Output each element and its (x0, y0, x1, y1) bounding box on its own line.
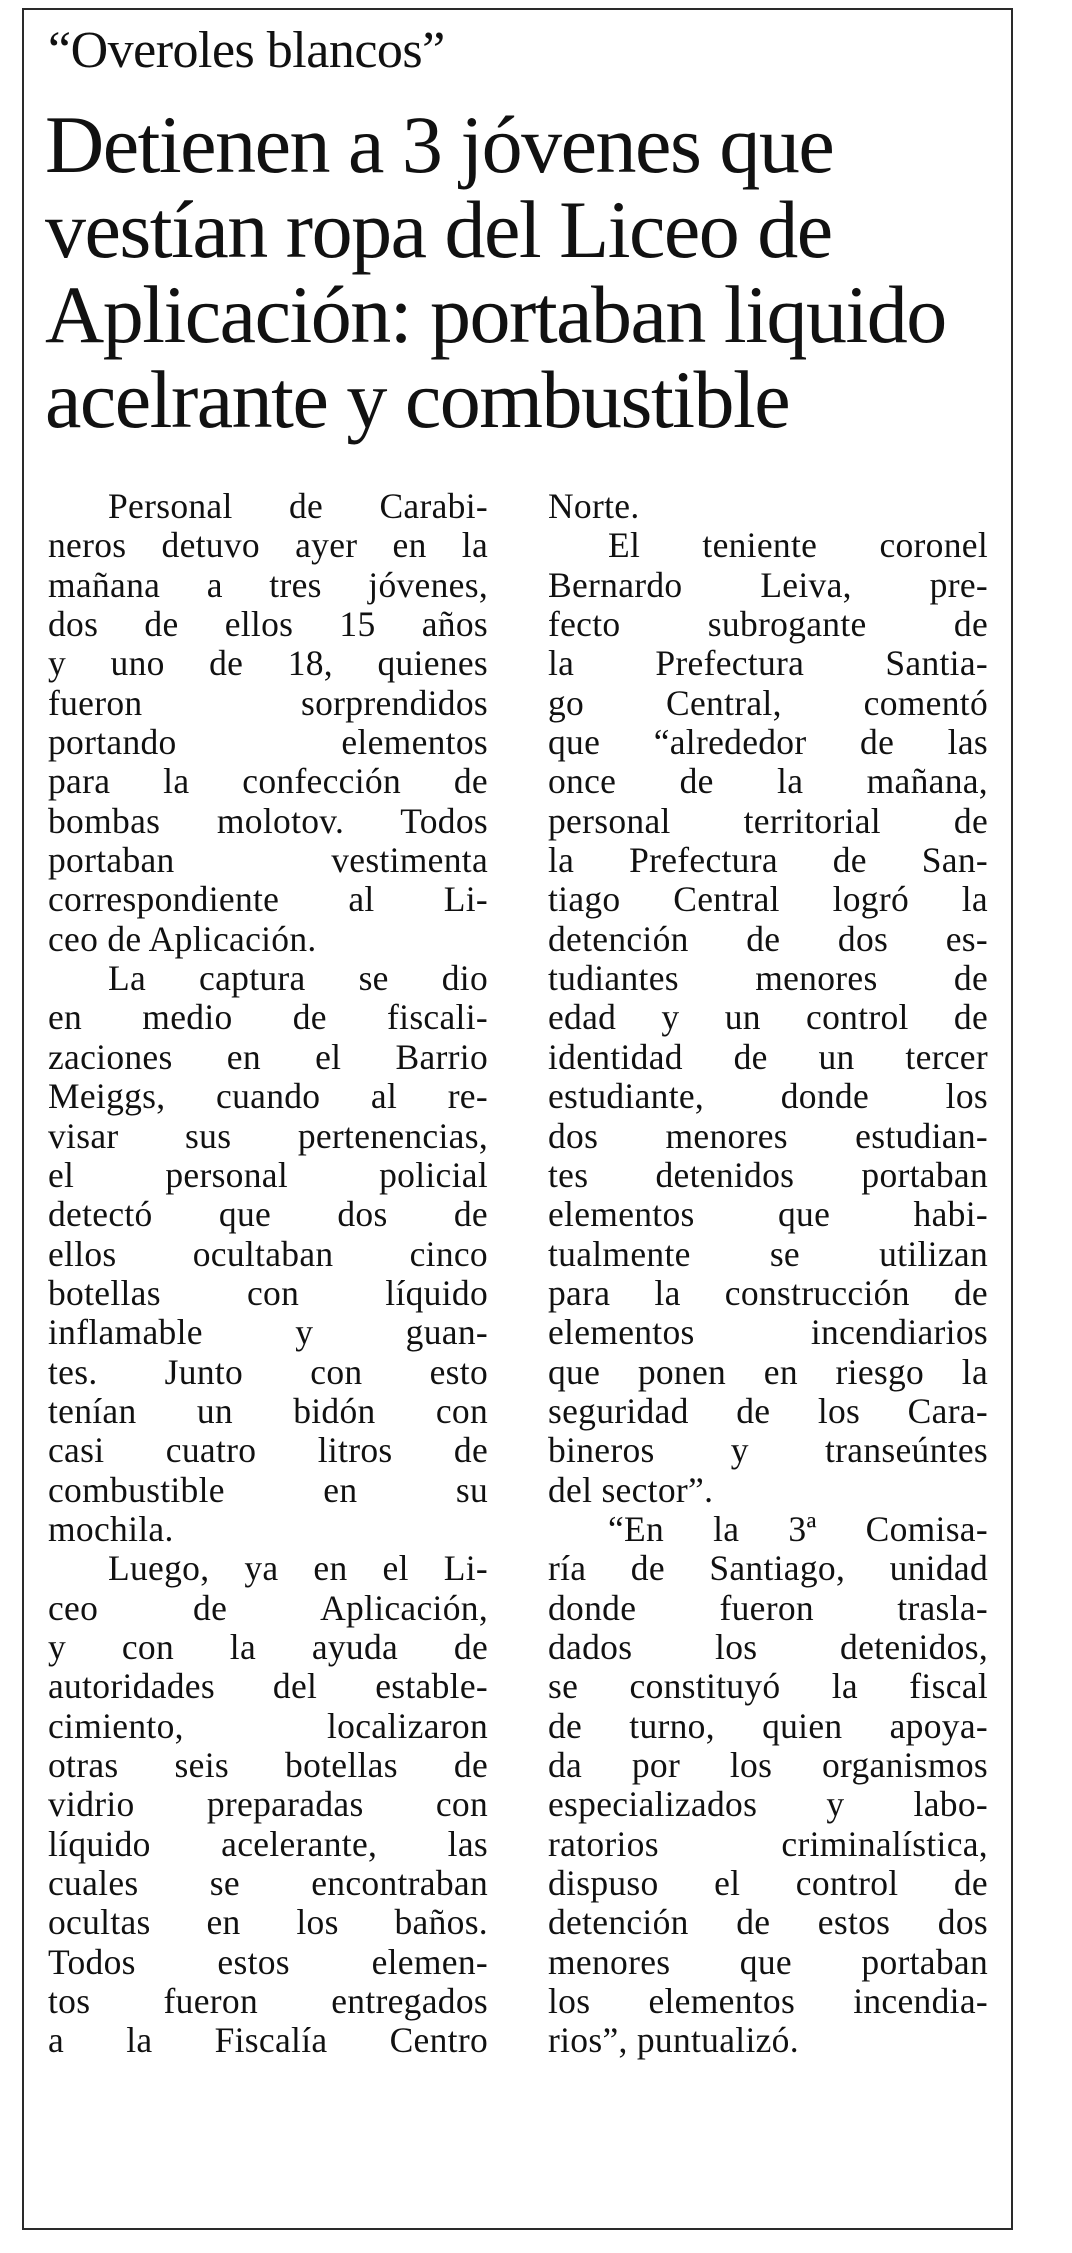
body-line: tenían un bidón con (48, 1390, 488, 1431)
body-line: donde fueron trasla- (548, 1587, 988, 1628)
body-line: elementos que habi- (548, 1194, 988, 1235)
body-line: detectó que dos de (48, 1194, 488, 1235)
body-line: ceo de Aplicación, (48, 1587, 488, 1628)
body-line: Bernardo Leiva, pre- (548, 564, 988, 605)
body-line: mañana a tres jóvenes, (48, 564, 488, 605)
body-line: el personal policial (48, 1154, 488, 1195)
body-line: la Prefectura de San- (548, 840, 988, 881)
body-line: dos de ellos 15 años (48, 604, 488, 645)
article-kicker: “Overoles blancos” (48, 22, 445, 79)
body-line: tudiantes menores de (548, 958, 988, 999)
body-line: elementos incendiarios (548, 1312, 988, 1353)
article-headline (45, 99, 1015, 445)
body-line: Todos estos elemen- (48, 1941, 488, 1982)
body-line: visar sus pertenencias, (48, 1115, 488, 1156)
body-line: que ponen en riesgo la (548, 1351, 988, 1392)
body-line: La captura se dio (108, 958, 488, 999)
body-line: bombas molotov. Todos (48, 800, 488, 841)
body-line: Norte. (548, 486, 640, 526)
body-line: autoridades del estable- (48, 1666, 488, 1707)
body-line: rios”, puntualizó. (548, 2020, 799, 2061)
body-line: combustible en su (48, 1469, 488, 1510)
body-line: dispuso el control de (548, 1863, 988, 1904)
headline-line: acelrante y combustible (45, 354, 790, 445)
body-line: seguridad de los Cara- (548, 1390, 988, 1431)
body-line: en medio de fiscali- (48, 997, 488, 1038)
body-line: dados los detenidos, (548, 1626, 988, 1667)
body-line: “En la 3ª Comisa- (608, 1508, 988, 1549)
article-column-left (48, 487, 488, 2061)
body-line: botellas con líquido (48, 1272, 488, 1313)
body-line: del sector”. (548, 1469, 714, 1510)
body-line: fecto subrogante de (548, 604, 988, 645)
body-line: tes. Junto con esto (48, 1351, 488, 1392)
body-line: ratorios criminalística, (548, 1823, 988, 1864)
body-line: detención de dos es- (548, 918, 988, 959)
body-line: personal territorial de (548, 800, 988, 841)
body-line: otras seis botellas de (48, 1745, 488, 1785)
body-line: El teniente coronel (608, 525, 988, 566)
body-line: identidad de un tercer (548, 1036, 988, 1077)
body-line: Meiggs, cuando al re- (48, 1076, 488, 1117)
body-line: ceo de Aplicación. (48, 918, 317, 959)
body-line: a la Fiscalía Centro (48, 2020, 488, 2061)
headline-line: Aplicación: portaban liquido (45, 269, 946, 360)
body-line: neros detuvo ayer en la (48, 525, 488, 566)
body-line: casi cuatro litros de (48, 1430, 488, 1471)
body-line: tualmente se utilizan (548, 1233, 988, 1274)
body-line: para la construcción de (548, 1272, 988, 1313)
body-line: portando elementos (48, 722, 488, 763)
body-line: los elementos incendia- (548, 1981, 988, 2022)
body-line: ocultas en los baños. (48, 1902, 488, 1943)
body-line: Luego, ya en el Li- (108, 1548, 488, 1589)
headline-line: Detienen a 3 jóvenes que (45, 99, 834, 190)
body-line: líquido acelerante, las (48, 1823, 488, 1864)
body-line: portaban vestimenta (48, 840, 488, 881)
body-line: zaciones en el Barrio (48, 1036, 488, 1077)
body-line: inflamable y guan- (48, 1312, 488, 1353)
body-line: tes detenidos portaban (548, 1154, 988, 1195)
body-line: estudiante, donde los (548, 1076, 988, 1117)
body-line: vidrio preparadas con (48, 1784, 488, 1825)
body-line: detención de estos dos (548, 1902, 988, 1943)
body-line: tiago Central logró la (548, 879, 988, 920)
body-line: para la confección de (48, 761, 488, 802)
body-line: la Prefectura Santia- (548, 643, 988, 684)
body-line: ellos ocultaban cinco (48, 1233, 488, 1274)
body-line: cimiento, localizaron (48, 1705, 488, 1746)
body-line: se constituyó la fiscal (548, 1666, 988, 1707)
body-line: Personal de Carabi- (108, 486, 488, 526)
body-line: go Central, comentó (548, 682, 988, 723)
body-line: y uno de 18, quienes (48, 643, 488, 684)
body-line: bineros y transeúntes (548, 1430, 988, 1471)
body-line: ría de Santiago, unidad (548, 1548, 988, 1589)
article-column-right (548, 487, 988, 2061)
body-line: once de la mañana, (548, 761, 988, 802)
body-line: menores que portaban (548, 1941, 988, 1982)
body-line: de turno, quien apoya- (548, 1705, 988, 1746)
body-line: y con la ayuda de (48, 1626, 488, 1667)
body-line: dos menores estudian- (548, 1115, 988, 1156)
body-line: especializados y labo- (548, 1784, 988, 1825)
body-line: correspondiente al Li- (48, 879, 488, 920)
body-line: cuales se encontraban (48, 1863, 488, 1904)
body-line: tos fueron entregados (48, 1981, 488, 2022)
body-line: que “alrededor de las (548, 722, 988, 763)
body-line: da por los organismos (548, 1745, 988, 1785)
body-line: mochila. (48, 1508, 174, 1549)
body-line: edad y un control de (548, 997, 988, 1038)
body-line: fueron sorprendidos (48, 682, 488, 723)
headline-line: vestían ropa del Liceo de (45, 184, 832, 275)
